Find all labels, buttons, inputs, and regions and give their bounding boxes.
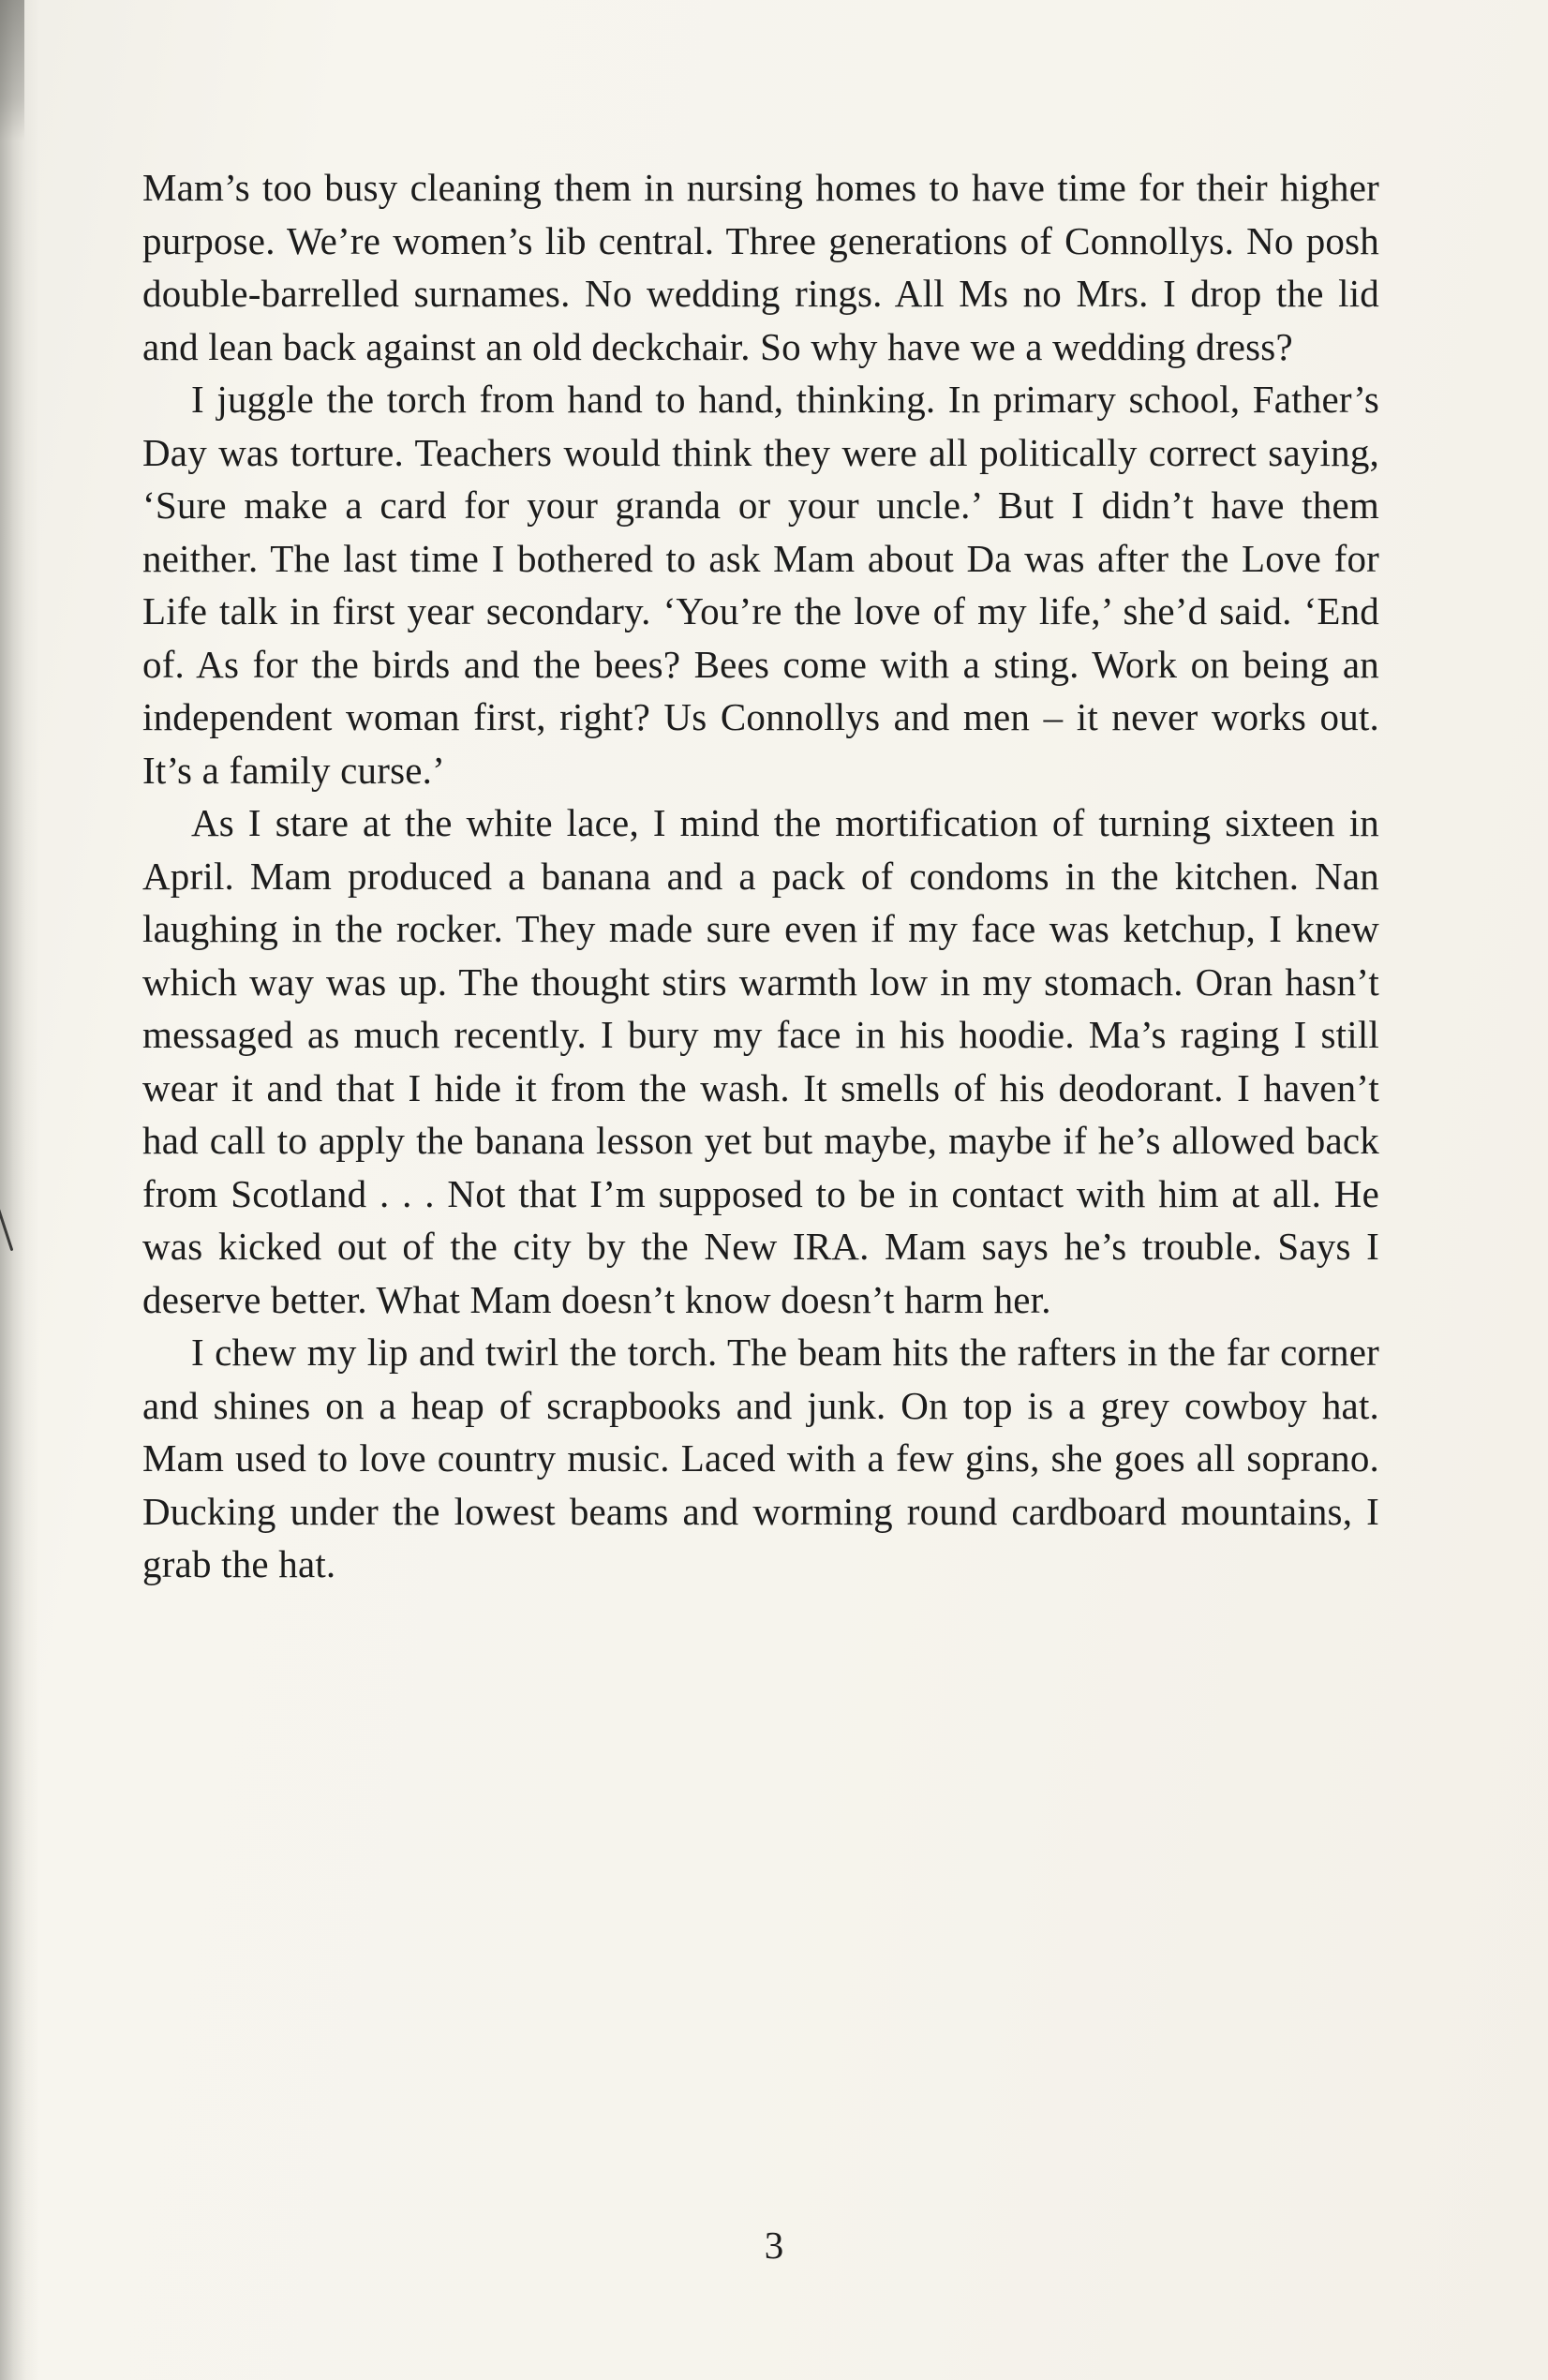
paragraph: I juggle the torch from hand to hand, thinking. In primary school, Father’s Day was torture. Teachers would think they were all politically correct saying, ‘Sure make a card for your granda or your uncle.’ But I didn’t have them neither. The last time I bothered to ask Mam about Da was after the Love for Life talk in first year secondary. ‘You’re the love of my life,’ she’d said. ‘End of. As for the birds and the bees? Bees come with a sting. Work on being an independent woman first, right? Us Connollys and men – it never works out. It’s a family curse.’ bbox=[142, 378, 1379, 792]
scan-corner-shadow bbox=[0, 0, 24, 141]
paragraph: As I stare at the white lace, I mind the mortification of turning sixteen in April. Mam produced a banana and a pack of condoms in the kitchen. Nan laughing in the rocker. They made sure even if my face was ketchup, I knew which way was up. The thought stirs warmth low in my stomach. Oran hasn’t messaged as much recently. I bury my face in his hoodie. Ma’s raging I still wear it and that I hide it from the wash. It smells of his deodorant. I haven’t had call to apply the banana lesson yet but maybe, maybe if he’s allowed back from Scotland . . . Not that I’m supposed to be in contact with him at all. He was kicked out of the city by the New IRA. Mam says he’s trouble. Says I deserve better. What Mam doesn’t know doesn’t harm her. bbox=[142, 801, 1379, 1321]
stray-pen-mark bbox=[0, 1208, 13, 1252]
paragraph: I chew my lip and twirl the torch. The beam hits the rafters in the far corner and shines on a heap of scrapbooks and junk. On top is a grey cowboy hat. Mam used to love country music. Laced with a few gins, she goes all soprano. Ducking under the lowest beams and worming round cardboard mountains, I grab the hat. bbox=[142, 1331, 1379, 1585]
scan-edge-shadow bbox=[0, 0, 39, 2380]
paragraph: Mam’s too busy cleaning them in nursing homes to have time for their higher purpose. We’re women’s lib central. Three generations of Connollys. No posh double-barrelled surnames. No wedding rings. All Ms no Mrs. I drop the lid and lean back against an old deckchair. So why have we a wedding dress? bbox=[142, 166, 1379, 368]
page-text bbox=[142, 161, 1379, 1591]
page-number: 3 bbox=[764, 2224, 784, 2267]
